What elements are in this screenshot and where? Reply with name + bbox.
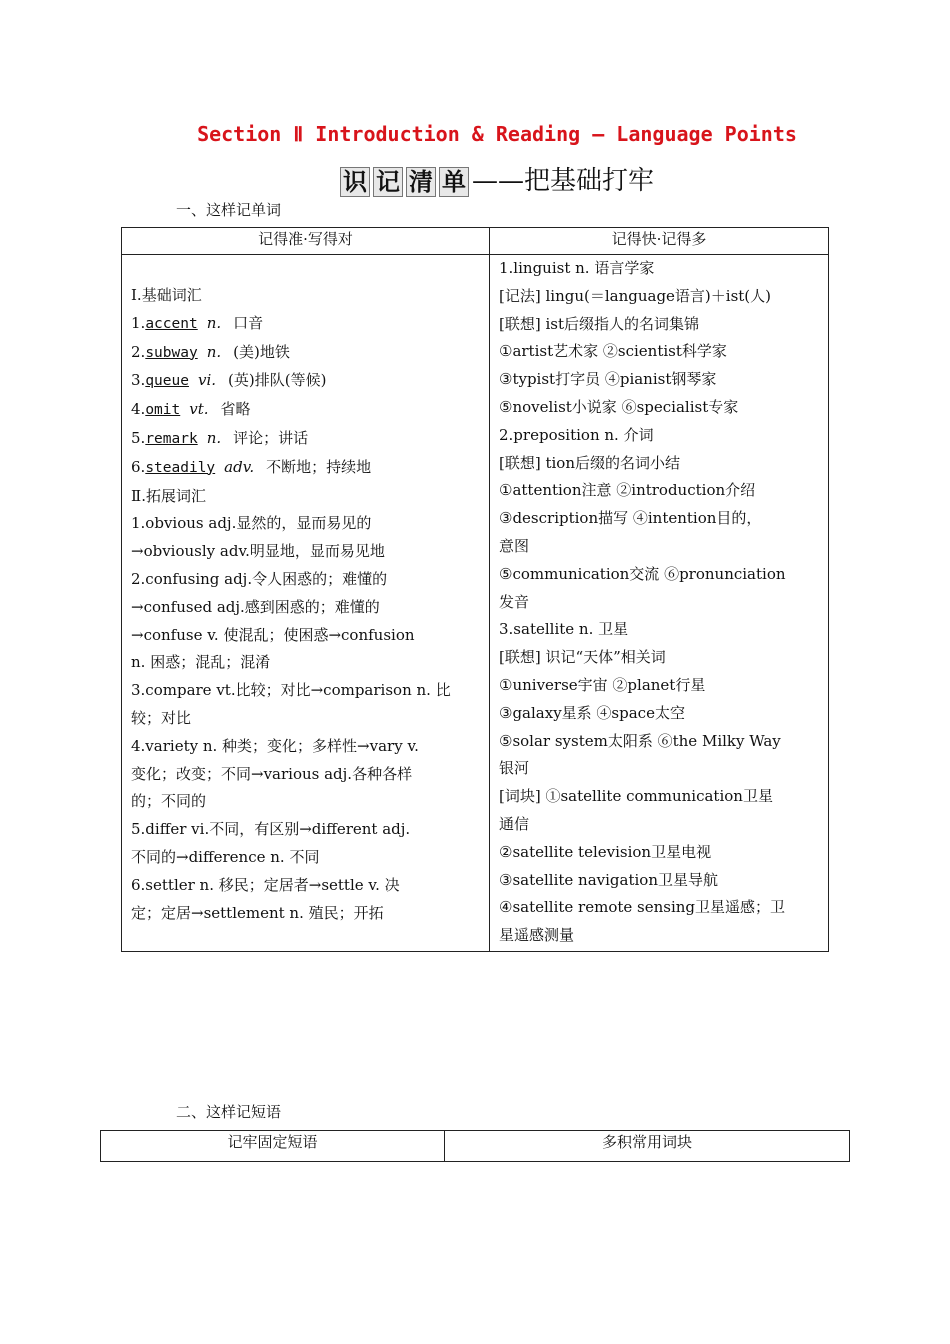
subtitle-rest: ——把基础打牢 [471, 166, 654, 196]
subtitle-char: 识 [340, 167, 370, 197]
table-header-right: 记得快·记得多 [490, 228, 829, 255]
memory-tip-line: 银河 [499, 759, 530, 778]
basic-vocab-meaning: 不断地；持续地 [266, 457, 372, 476]
basic-vocab-word: queue [145, 373, 189, 390]
memory-tip-line: ③typist打字员 ④pianist钢琴家 [499, 370, 717, 389]
ext-vocab-line: 较；对比 [131, 708, 192, 727]
page-title: Section Ⅱ Introduction & Reading — Language Points [197, 122, 797, 146]
vocabulary-table [121, 227, 829, 952]
basic-vocab-word: accent [145, 315, 198, 332]
memory-tips-list [490, 255, 828, 950]
basic-vocab-pos: n. [206, 342, 222, 361]
ext-vocab-line: →confuse v. 使混乱；使困惑→confusion [131, 625, 415, 644]
basic-heading: Ⅰ.基础词汇 [131, 286, 202, 304]
basic-vocab-pos: n. [206, 313, 222, 332]
memory-tip-line: [联想] tion后缀的名词小结 [499, 453, 680, 472]
memory-tip-line: 发音 [499, 592, 530, 611]
basic-vocab-item [131, 367, 480, 396]
basic-vocab-pos: n. [206, 428, 222, 447]
memory-tip-line: 意图 [499, 536, 530, 555]
basic-vocab-item [131, 454, 480, 483]
basic-vocab-number: 5. [131, 428, 146, 447]
memory-tip-line: ④satellite remote sensing卫星遥感；卫 [499, 898, 786, 917]
ext-vocab-line: 不同的→difference n. 不同 [131, 847, 320, 866]
ext-vocab-line: 4.variety n. 种类；变化；多样性→vary v. [131, 736, 419, 755]
memory-tip-line: ③description描写 ④intention目的， [499, 509, 762, 528]
ext-vocab-line: →confused adj.感到困惑的；难懂的 [131, 597, 380, 616]
phrase-table [100, 1130, 850, 1162]
ext-vocab-line: →obviously adv.明显地，显而易见地 [131, 542, 385, 561]
basic-vocab-number: 3. [131, 371, 146, 390]
left-column [122, 255, 490, 952]
memory-tip-line: 3.satellite n. 卫星 [499, 620, 629, 639]
phrase-header-right: 多积常用词块 [445, 1131, 850, 1162]
basic-vocab-item [131, 425, 480, 454]
ext-vocab-line: 的；不同的 [131, 792, 207, 811]
basic-vocab-word: omit [145, 402, 181, 419]
basic-vocab-item [131, 396, 480, 425]
basic-vocab-meaning: 省略 [220, 400, 251, 419]
basic-vocab-word: steadily [145, 459, 216, 476]
basic-vocab-list [131, 310, 480, 483]
ext-vocab-line: n. 困惑；混乱；混淆 [131, 653, 271, 672]
ext-heading: Ⅱ.拓展词汇 [131, 486, 206, 505]
basic-vocab-pos: adv. [224, 457, 255, 476]
basic-vocab-number: 6. [131, 457, 146, 476]
memory-tip-line: 1.linguist n. 语言学家 [499, 259, 655, 277]
ext-vocab-line: 1.obvious adj.显然的，显而易见的 [131, 514, 372, 533]
memory-tip-line: [联想] ist后缀指人的名词集锦 [499, 314, 699, 333]
basic-vocab-word: subway [145, 344, 198, 361]
memory-tip-line: [记法] lingu(＝language语言)＋ist(人) [499, 286, 772, 305]
ext-vocab-line: 2.confusing adj.令人困惑的；难懂的 [131, 569, 388, 588]
memory-tip-line: 通信 [499, 814, 530, 833]
memory-tip-line: [联想] 识记“天体”相关词 [499, 648, 666, 667]
memory-tip-line: ⑤novelist小说家 ⑥specialist专家 [499, 397, 739, 416]
basic-vocab-pos: vt. [189, 400, 209, 419]
memory-tip-line: ①artist艺术家 ②scientist科学家 [499, 342, 727, 361]
basic-vocab-meaning: (美)地铁 [233, 342, 290, 361]
table-header-left: 记得准·写得对 [122, 228, 490, 255]
memory-tip-line: ⑤solar system太阳系 ⑥the Milky Way [499, 731, 781, 750]
subtitle-char: 清 [406, 167, 436, 197]
basic-vocab-meaning: 口音 [233, 313, 264, 332]
memory-tip-line: ②satellite television卫星电视 [499, 842, 712, 861]
ext-vocab-line: 5.differ vi.不同，有区别→different adj. [131, 820, 411, 839]
memory-tip-line: ③satellite navigation卫星导航 [499, 870, 718, 889]
right-column [490, 255, 829, 952]
ext-vocab-list [131, 510, 480, 927]
section-heading-phrases: 二、这样记短语 [176, 1103, 282, 1121]
basic-vocab-number: 2. [131, 342, 146, 361]
memory-tip-line: ③galaxy星系 ④space太空 [499, 703, 685, 722]
ext-vocab-line: 3.compare vt.比较；对比→comparison n. 比 [131, 681, 451, 700]
ext-vocab-line: 变化；改变；不同→various adj.各种各样 [131, 764, 413, 783]
subtitle-char: 单 [439, 167, 469, 197]
memory-tip-line: 2.preposition n. 介词 [499, 425, 654, 444]
basic-vocab-meaning: 评论；讲话 [233, 428, 309, 447]
basic-vocab-meaning: (英)排队(等候) [228, 371, 327, 390]
basic-vocab-item [131, 310, 480, 339]
memory-tip-line: 星遥感测量 [499, 926, 575, 945]
section-heading-words: 一、这样记单词 [176, 201, 282, 219]
basic-vocab-word: remark [145, 430, 198, 447]
memory-tip-line: ⑤communication交流 ⑥pronunciation [499, 564, 786, 583]
basic-vocab-item [131, 339, 480, 368]
ext-vocab-line: 6.settler n. 移民；定居者→settle v. 决 [131, 875, 400, 894]
basic-vocab-pos: vi. [197, 371, 217, 390]
subtitle-char: 记 [373, 167, 403, 197]
memory-tip-line: [词块] ①satellite communication卫星 [499, 787, 773, 806]
ext-vocab-line: 定；定居→settlement n. 殖民；开拓 [131, 903, 384, 922]
basic-vocab-number: 1. [131, 313, 146, 332]
memory-tip-line: ①attention注意 ②introduction介绍 [499, 481, 756, 500]
phrase-header-left: 记牢固定短语 [101, 1131, 445, 1162]
subtitle [0, 160, 950, 197]
basic-vocab-number: 4. [131, 400, 146, 419]
memory-tip-line: ①universe宇宙 ②planet行星 [499, 675, 706, 694]
